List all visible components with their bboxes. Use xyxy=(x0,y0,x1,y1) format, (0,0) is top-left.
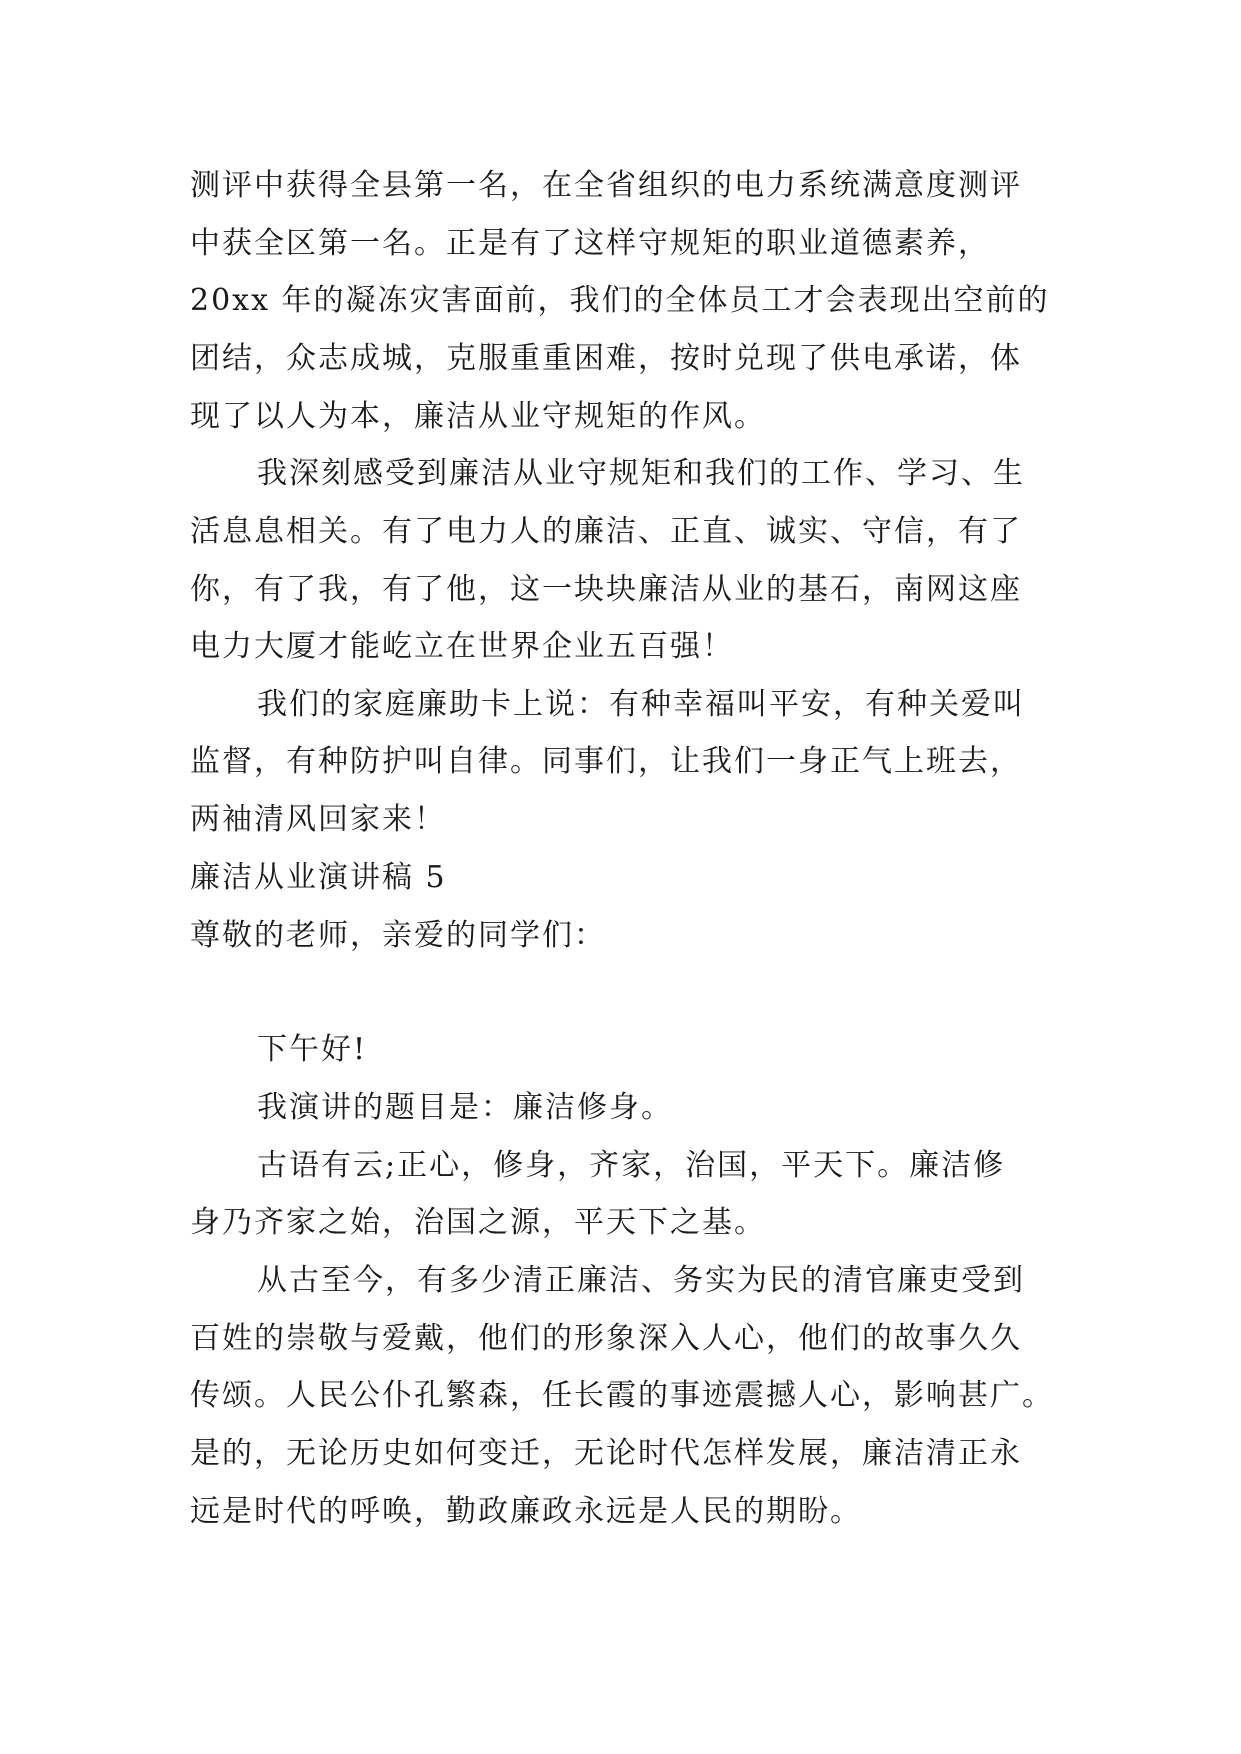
text-line: 中获全区第一名。正是有了这样守规矩的职业道德素养， xyxy=(190,226,990,261)
paragraph-start: 我们的家庭廉助卡上说：有种幸福叫平安，有种关爱叫 xyxy=(257,687,1025,722)
text-line: 活息息相关。有了电力人的廉洁、正直、诚实、守信，有了 xyxy=(190,514,1022,549)
text-line: 身乃齐家之始，治国之源，平天下之基。 xyxy=(190,1205,766,1240)
text-line: 百姓的崇敬与爱戴，他们的形象深入人心，他们的故事久久 xyxy=(190,1321,1022,1356)
paragraph-start: 我演讲的题目是：廉洁修身。 xyxy=(257,1090,673,1125)
text-line: 现了以人为本，廉洁从业守规矩的作风。 xyxy=(190,399,766,434)
text-line: 测评中获得全县第一名，在全省组织的电力系统满意度测评 xyxy=(190,168,1022,203)
text-line: 电力大厦才能屹立在世界企业五百强！ xyxy=(190,629,734,664)
salutation: 尊敬的老师，亲爱的同学们： xyxy=(190,918,606,953)
text-line: 传颂。人民公仆孔繁森，任长霞的事迹震撼人心，影响甚广。 xyxy=(190,1378,1054,1413)
paragraph-start: 古语有云;正心，修身，齐家，治国，平天下。廉洁修 xyxy=(257,1148,1006,1183)
text-line: 团结，众志成城，克服重重困难，按时兑现了供电承诺，体 xyxy=(190,341,1022,376)
text-line: 远是时代的呼唤，勤政廉政永远是人民的期盼。 xyxy=(190,1494,862,1529)
section-title: 廉洁从业演讲稿 5 xyxy=(190,860,447,895)
text-line: 是的，无论历史如何变迁，无论时代怎样发展，廉洁清正永 xyxy=(190,1436,1022,1471)
text-line: 你，有了我，有了他，这一块块廉洁从业的基石，南网这座 xyxy=(190,572,1022,607)
text-line: 两袖清风回家来！ xyxy=(190,802,446,837)
paragraph-start: 我深刻感受到廉洁从业守规矩和我们的工作、学习、生 xyxy=(257,456,1025,491)
paragraph-start: 从古至今，有多少清正廉洁、务实为民的清官廉吏受到 xyxy=(257,1263,1025,1298)
text-line: 20xx 年的凝冻灾害面前，我们的全体员工才会表现出空前的 xyxy=(190,283,1050,318)
text-line: 监督，有种防护叫自律。同事们，让我们一身正气上班去， xyxy=(190,744,1022,779)
greeting: 下午好! xyxy=(257,1032,368,1067)
